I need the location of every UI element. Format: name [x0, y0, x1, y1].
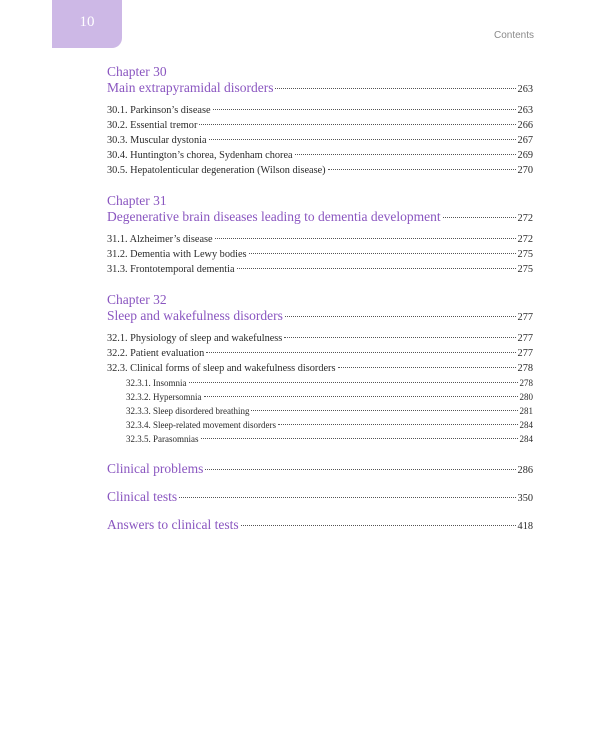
page-ref: 277 — [517, 333, 533, 344]
entry-number: 32.1. — [107, 333, 128, 344]
page-ref: 280 — [519, 392, 533, 402]
entry-number: 30.1. — [107, 105, 128, 116]
chapter-32 — [107, 292, 533, 446]
page-ref: 275 — [517, 249, 533, 260]
chapter-title: Sleep and wakefulness disorders — [107, 308, 283, 323]
entry-number: 32.2. — [107, 348, 128, 359]
dot-leader — [278, 424, 518, 425]
entry-title — [107, 163, 326, 178]
extra-title: Answers to clinical tests — [107, 517, 239, 532]
extra-title-row[interactable] — [107, 461, 533, 479]
entry-number: 31.2. — [107, 249, 128, 260]
dot-leader — [179, 497, 515, 498]
toc-entry-30-5[interactable] — [107, 163, 533, 178]
dot-leader — [295, 154, 516, 155]
chapter-label: Chapter 31 — [107, 193, 167, 208]
page-ref: 275 — [517, 264, 533, 275]
entry-number: 30.5. — [107, 165, 128, 176]
entry-number: 32.3.3. — [126, 406, 151, 416]
dot-leader — [237, 268, 516, 269]
chapter-title-row[interactable] — [107, 80, 533, 98]
toc-entry-30-2[interactable] — [107, 118, 533, 133]
entry-text: Parasomnias — [153, 434, 199, 444]
chapter-label: Chapter 32 — [107, 292, 167, 307]
page-ref: 267 — [517, 135, 533, 146]
clinical-problems — [107, 461, 533, 479]
running-head: Contents — [493, 30, 534, 41]
entry-text: Sleep disordered breathing — [153, 406, 250, 416]
page-ref: 266 — [517, 120, 533, 131]
dot-leader — [199, 124, 515, 125]
page-ref: 263 — [517, 84, 533, 95]
toc-entry-32-2[interactable] — [107, 346, 533, 361]
entry-text: Clinical forms of sleep and wakefulness disorders — [130, 363, 336, 374]
page-ref: 286 — [517, 465, 533, 476]
entry-title — [126, 432, 199, 446]
entry-title — [107, 133, 207, 148]
toc-entry-31-1[interactable] — [107, 232, 533, 247]
entry-text: Huntington’s chorea, Sydenham chorea — [130, 150, 293, 161]
page-ref: 272 — [517, 213, 533, 224]
chapter-title: Main extrapyramidal disorders — [107, 80, 274, 95]
toc-entry-31-2[interactable] — [107, 247, 533, 262]
entry-text: Insomnia — [153, 378, 187, 388]
page-ref: 281 — [519, 406, 533, 416]
page-ref: 277 — [517, 312, 533, 323]
page-ref: 269 — [517, 150, 533, 161]
chapter-title-row[interactable] — [107, 209, 533, 227]
dot-leader — [206, 352, 515, 353]
entry-text: Patient evaluation — [130, 348, 205, 359]
entry-title — [107, 361, 336, 376]
toc-subentry-32-3-3[interactable] — [107, 404, 533, 418]
entry-number: 32.3.2. — [126, 392, 151, 402]
clinical-tests — [107, 489, 533, 507]
page-number-tab — [52, 0, 122, 48]
entry-title — [107, 247, 247, 262]
dot-leader — [251, 410, 517, 411]
toc-subentry-32-3-2[interactable] — [107, 390, 533, 404]
page-ref: 278 — [517, 363, 533, 374]
entry-text: Physiology of sleep and wakefulness — [130, 333, 283, 344]
toc-entry-30-4[interactable] — [107, 148, 533, 163]
entry-number: 30.3. — [107, 135, 128, 146]
entry-title — [126, 418, 276, 432]
page-ref: 263 — [517, 105, 533, 116]
page-number: 10 — [79, 14, 95, 30]
dot-leader — [275, 88, 515, 89]
page-ref: 277 — [517, 348, 533, 359]
entry-text: Hepatolenticular degeneration (Wilson disease) — [130, 165, 326, 176]
chapter-title-row[interactable] — [107, 308, 533, 326]
entry-title — [107, 262, 235, 277]
dot-leader — [189, 382, 518, 383]
toc-entry-30-3[interactable] — [107, 133, 533, 148]
entry-number: 31.1. — [107, 234, 128, 245]
dot-leader — [204, 396, 518, 397]
entry-title — [107, 331, 282, 346]
extra-title: Clinical problems — [107, 461, 204, 476]
entry-number: 32.3.5. — [126, 434, 151, 444]
entry-text: Essential tremor — [130, 120, 198, 131]
chapter-31 — [107, 193, 533, 277]
entry-title — [107, 148, 293, 163]
entry-text: Hypersomnia — [153, 392, 202, 402]
toc-subentry-32-3-5[interactable] — [107, 432, 533, 446]
entry-title — [107, 103, 211, 118]
entry-number: 31.3. — [107, 264, 128, 275]
entry-number: 32.3.1. — [126, 378, 151, 388]
dot-leader — [201, 438, 518, 439]
toc-entry-32-1[interactable] — [107, 331, 533, 346]
page-ref: 284 — [519, 434, 533, 444]
entry-number: 32.3.4. — [126, 420, 151, 430]
entry-title — [126, 390, 202, 404]
dot-leader — [338, 367, 516, 368]
dot-leader — [241, 525, 516, 526]
dot-leader — [213, 109, 516, 110]
entry-title — [126, 376, 187, 390]
entry-title — [107, 232, 213, 247]
dot-leader — [249, 253, 516, 254]
extra-title-row[interactable] — [107, 517, 533, 535]
dot-leader — [284, 337, 515, 338]
entry-number: 30.2. — [107, 120, 128, 131]
chapter-title: Degenerative brain diseases leading to dementia development — [107, 209, 441, 224]
toc-entry-30-1[interactable] — [107, 103, 533, 118]
entry-number: 30.4. — [107, 150, 128, 161]
dot-leader — [205, 469, 515, 470]
dot-leader — [285, 316, 516, 317]
page-ref: 350 — [517, 493, 533, 504]
entry-text: Frontotemporal dementia — [130, 264, 235, 275]
entry-text: Alzheimer’s disease — [129, 234, 213, 245]
toc-subentry-32-3-1[interactable] — [107, 376, 533, 390]
dot-leader — [328, 169, 516, 170]
entry-title — [107, 346, 204, 361]
toc-entry-31-3[interactable] — [107, 262, 533, 277]
page-ref: 284 — [519, 420, 533, 430]
entry-text: Sleep-related movement disorders — [153, 420, 276, 430]
table-of-contents — [107, 64, 533, 545]
entry-title — [126, 404, 249, 418]
dot-leader — [209, 139, 516, 140]
page-ref: 272 — [517, 234, 533, 245]
chapter-30 — [107, 64, 533, 178]
dot-leader — [443, 217, 516, 218]
page-ref: 278 — [519, 378, 533, 388]
answers-to-clinical-tests — [107, 517, 533, 535]
entry-text: Muscular dystonia — [130, 135, 207, 146]
toc-entry-32-3[interactable] — [107, 361, 533, 376]
toc-subentry-32-3-4[interactable] — [107, 418, 533, 432]
chapter-label: Chapter 30 — [107, 64, 167, 79]
entry-text: Dementia with Lewy bodies — [130, 249, 247, 260]
entry-text: Parkinson’s disease — [130, 105, 211, 116]
page-ref: 270 — [517, 165, 533, 176]
entry-title — [107, 118, 197, 133]
dot-leader — [215, 238, 516, 239]
entry-number: 32.3. — [107, 363, 128, 374]
page-ref: 418 — [517, 521, 533, 532]
extra-title-row[interactable] — [107, 489, 533, 507]
extra-title: Clinical tests — [107, 489, 178, 504]
